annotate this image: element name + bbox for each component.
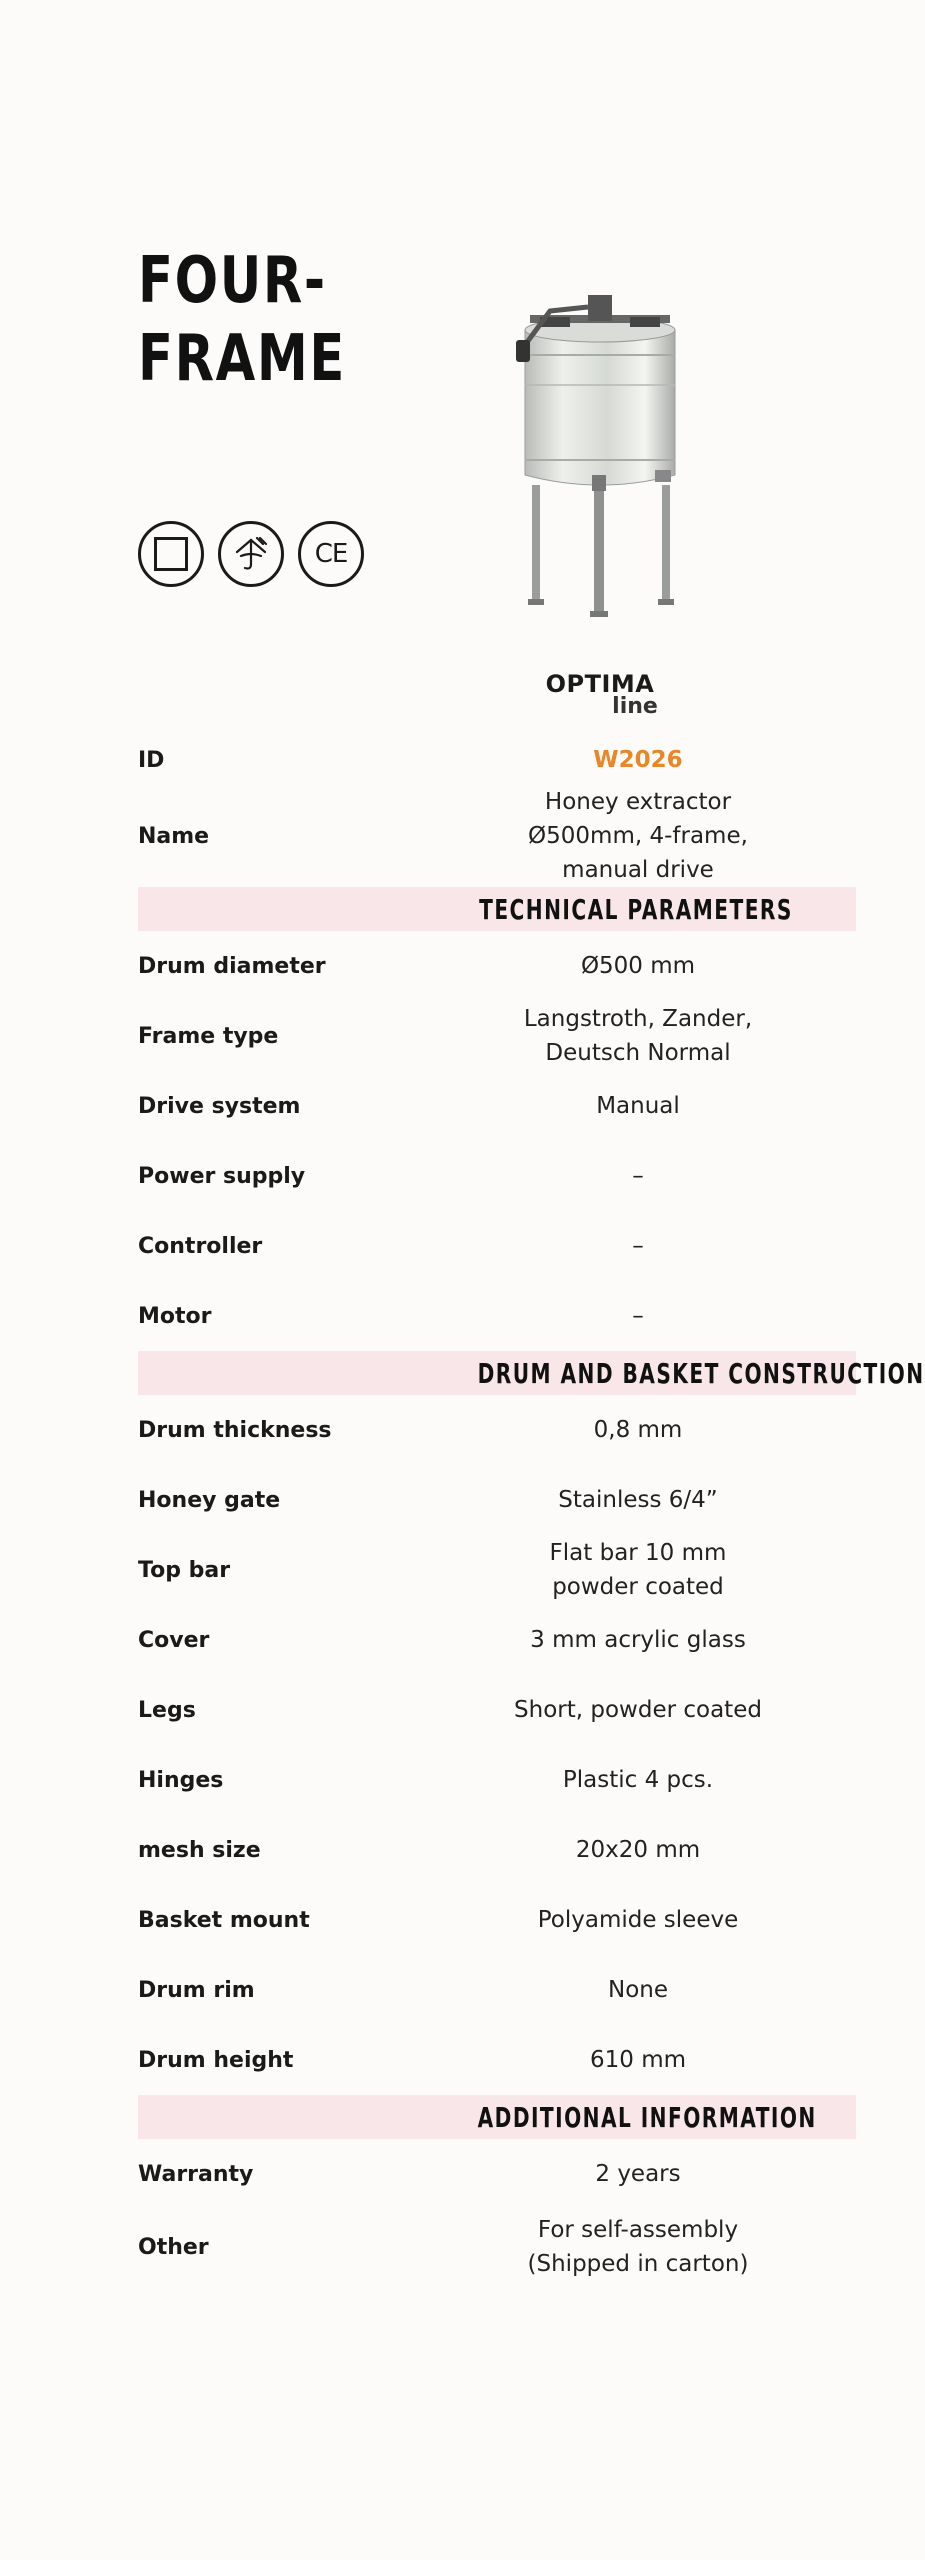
product-id-value: W2026 (593, 747, 683, 773)
title-line-2: FRAME (138, 322, 346, 396)
spec-row: Motor – (138, 1303, 644, 1329)
spec-row: Drum thickness 0,8 mm (138, 1417, 683, 1443)
spec-row: Legs Short, powder coated (138, 1697, 762, 1723)
spec-row: Cover 3 mm acrylic glass (138, 1627, 746, 1653)
spec-row: Hinges Plastic 4 pcs. (138, 1767, 714, 1793)
food-safe-icon (218, 521, 284, 587)
spec-row: Drum rim None (138, 1977, 668, 2003)
section-header-construction: DRUM AND BASKET CONSTRUCTION (138, 1351, 856, 1395)
certification-icons (138, 521, 364, 587)
spec-row: Other For self-assembly (Shipped in carton) (138, 2217, 749, 2277)
spec-row: Honey gate Stainless 6/4” (138, 1487, 718, 1513)
spec-row: Drum diameter Ø500 mm (138, 953, 696, 979)
spec-table (138, 735, 925, 2285)
section-header-technical: TECHNICAL PARAMETERS (138, 887, 856, 931)
spec-row: Frame type Langstroth, Zander, Deutsch Normal (138, 1006, 753, 1066)
spec-label: Name (138, 823, 210, 849)
spec-row: Top bar Flat bar 10 mm powder coated (138, 1540, 727, 1600)
spec-row: Drive system Manual (138, 1093, 680, 1119)
honey-extractor-image (470, 285, 730, 625)
brand-subline: line (612, 694, 658, 719)
spec-row: Basket mount Polyamide sleeve (138, 1907, 739, 1933)
brand-name: OPTIMA (545, 670, 655, 698)
spec-row: Drum height 610 mm (138, 2047, 687, 2073)
title-line-1: FOUR- (138, 244, 327, 318)
section-header-additional: ADDITIONAL INFORMATION (138, 2095, 856, 2139)
brand-logo (500, 672, 700, 718)
ce-mark-icon: CE (298, 521, 364, 587)
spec-row: Power supply – (138, 1163, 644, 1189)
spec-value: Honey extractor Ø500mm, 4-frame, manual drive (528, 789, 748, 883)
spec-row: Warranty 2 years (138, 2161, 681, 2187)
frame-square-icon (138, 521, 204, 587)
spec-row: mesh size 20x20 mm (138, 1837, 701, 1863)
spec-label: ID (138, 747, 165, 773)
spec-row-id (138, 735, 856, 785)
page-title (138, 242, 346, 398)
spec-row-name (138, 785, 856, 887)
spec-row: Controller – (138, 1233, 644, 1259)
